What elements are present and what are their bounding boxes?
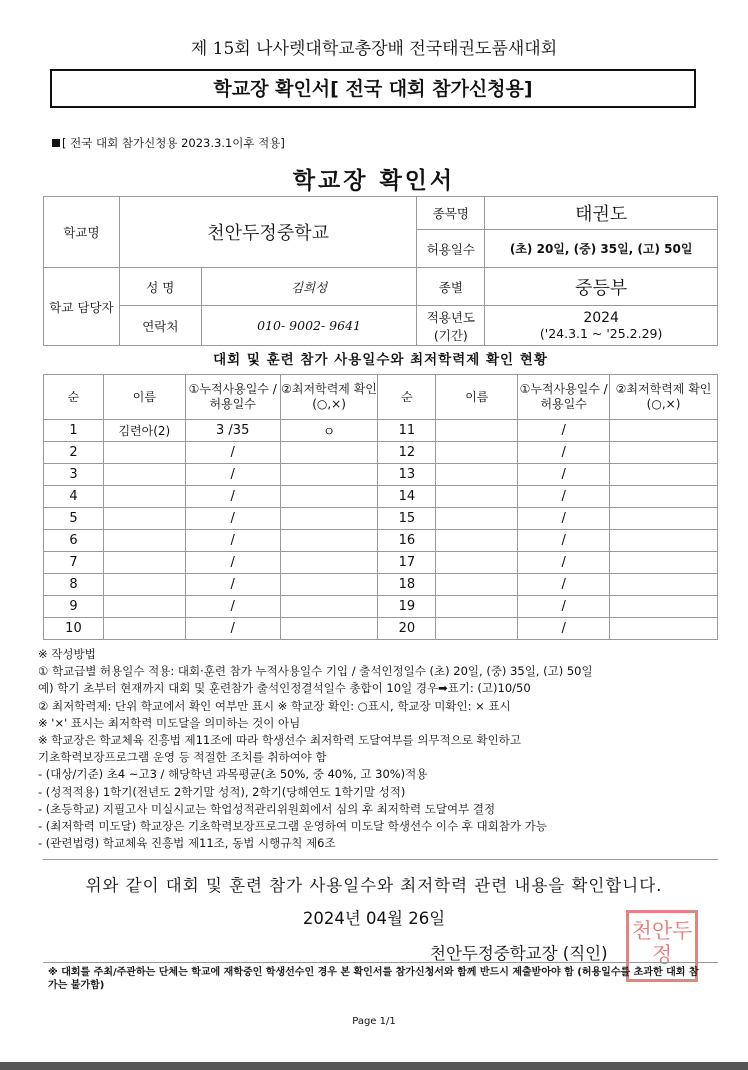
page-number: Page 1/1	[352, 1016, 396, 1027]
cell-check: ㅇ	[280, 420, 378, 442]
cell-no: 20	[378, 618, 436, 640]
cell-name	[103, 486, 185, 508]
cell-check	[610, 508, 718, 530]
cell-no: 9	[44, 596, 104, 618]
cell-no: 18	[378, 574, 436, 596]
cell-check	[610, 442, 718, 464]
cell-days: /	[185, 530, 280, 552]
scan-edge	[0, 1062, 748, 1070]
contact-value: 010- 9002- 9641	[201, 306, 417, 346]
cell-name	[103, 508, 185, 530]
event-title: 제 15회 나사렛대학교총장배 전국태권도품새대회	[190, 39, 558, 59]
note-line: 예) 학기 초부터 현재까지 대회 및 훈련참가 출석인정결석일수 총합이 10일 경우➡표기: (고)10/50	[38, 681, 531, 696]
cell-name	[103, 596, 185, 618]
cell-no: 2	[44, 442, 104, 464]
cell-check	[610, 618, 718, 640]
cell-days: /	[518, 618, 610, 640]
cell-no: 15	[378, 508, 436, 530]
cell-no: 16	[378, 530, 436, 552]
cell-name	[103, 530, 185, 552]
year-value: 2024	[583, 310, 619, 326]
cell-no: 8	[44, 574, 104, 596]
signer-name: 천안두정중학교장	[430, 944, 558, 963]
cell-days: /	[185, 552, 280, 574]
signer-seal: (직인)	[562, 944, 608, 963]
cell-days: /	[518, 574, 610, 596]
cell-days: /	[518, 464, 610, 486]
divider	[43, 859, 718, 860]
cell-name	[436, 464, 518, 486]
cell-days: 3 /35	[185, 420, 280, 442]
divider	[43, 962, 718, 963]
school-name: 천안두정중학교	[119, 197, 417, 268]
cell-check	[610, 552, 718, 574]
confirm-date: 2024년 04월 26일	[302, 909, 446, 928]
table-row	[44, 486, 718, 508]
table-row	[44, 574, 718, 596]
note-line: ※ 작성방법	[38, 647, 96, 661]
cell-check	[280, 464, 378, 486]
col-name-right: 이름	[436, 375, 518, 420]
cell-name	[103, 442, 185, 464]
sub-note	[52, 135, 285, 151]
cell-no: 7	[44, 552, 104, 574]
note-line: ② 최저학력제: 단위 학교에서 확인 여부만 표시 ※ 학교장 확인: ○표시, 학교장 미확인: × 표시	[38, 698, 511, 713]
cell-name	[103, 574, 185, 596]
cell-check	[610, 596, 718, 618]
cell-no: 19	[378, 596, 436, 618]
period-value: ('24.3.1 ~ '25.2.29)	[539, 326, 663, 341]
note-line: ※ '×' 표시는 최저학력 미도달을 의미하는 것이 아님	[38, 715, 301, 730]
cell-days: /	[185, 508, 280, 530]
cell-no: 14	[378, 486, 436, 508]
cell-check	[610, 574, 718, 596]
cell-check	[280, 552, 378, 574]
cell-check	[280, 574, 378, 596]
cell-check	[280, 530, 378, 552]
cell-name: 김련아(2)	[103, 420, 185, 442]
cell-days: /	[185, 442, 280, 464]
info-table	[43, 196, 718, 346]
cell-name	[436, 420, 518, 442]
cell-days: /	[185, 574, 280, 596]
cell-check	[280, 508, 378, 530]
cell-no: 17	[378, 552, 436, 574]
note-line: - (관련법령) 학교체육 진흥법 제11조, 동법 시행규칙 제6조	[38, 836, 336, 851]
table-row	[44, 530, 718, 552]
cell-name	[436, 618, 518, 640]
cell-name	[436, 442, 518, 464]
note-line: 기초학력보장프로그램 운영 등 적절한 조치를 취하여야 함	[38, 750, 327, 765]
cell-name	[103, 618, 185, 640]
cell-no: 12	[378, 442, 436, 464]
cell-name	[436, 508, 518, 530]
note-line: - (성적적용) 1학기(전년도 2학기말 성적), 2학기(당해연도 1학기말 성적)	[38, 784, 406, 799]
col-no-left: 순	[44, 375, 104, 420]
col-days-right: ①누적사용일수 /허용일수	[518, 375, 610, 420]
manager-name: 김희성	[201, 268, 417, 306]
manager-label: 학교 담당자	[44, 268, 120, 346]
square-bullet-icon	[52, 139, 60, 147]
cell-no: 11	[378, 420, 436, 442]
table-row	[44, 552, 718, 574]
division-value: 중등부	[485, 268, 718, 306]
cell-check	[610, 530, 718, 552]
table-row	[44, 596, 718, 618]
cell-no: 5	[44, 508, 104, 530]
cell-name	[436, 530, 518, 552]
cell-check	[280, 618, 378, 640]
year-label: 적용년도 (기간)	[417, 306, 485, 346]
days-label: 허용일수	[417, 230, 485, 268]
table-row	[44, 464, 718, 486]
col-check-left: ②최저학력제 확인(○,×)	[280, 375, 378, 420]
cell-no: 3	[44, 464, 104, 486]
days-value: (초) 20일, (중) 35일, (고) 50일	[485, 230, 718, 268]
cell-check	[610, 486, 718, 508]
col-days-left: ①누적사용일수 /허용일수	[185, 375, 280, 420]
cell-name	[436, 596, 518, 618]
cell-name	[436, 486, 518, 508]
table-row	[44, 420, 718, 442]
cell-days: /	[185, 464, 280, 486]
form-title-box: 학교장 확인서[ 전국 대회 참가신청용]	[50, 69, 696, 108]
cell-check	[280, 486, 378, 508]
table-row	[44, 442, 718, 464]
col-check-right: ②최저학력제 확인(○,×)	[610, 375, 718, 420]
name-label: 성 명	[119, 268, 201, 306]
note-line: - (초등학교) 지필고사 미실시교는 학업성적관리위원회에서 심의 후 최저학력 도달여부 결정	[38, 801, 496, 816]
cell-no: 6	[44, 530, 104, 552]
school-label: 학교명	[44, 197, 120, 268]
note-line: - (최저학력 미도달) 학교장은 기초학력보장프로그램 운영하여 미도달 학생선수 이수 후 대회참가 가능	[38, 819, 547, 834]
table-row	[44, 618, 718, 640]
year-cell	[485, 306, 718, 346]
signer	[430, 940, 608, 964]
official-seal-stamp: 천안두정	[626, 910, 698, 982]
cell-name	[436, 552, 518, 574]
cell-name	[103, 552, 185, 574]
cell-days: /	[518, 442, 610, 464]
cell-no: 1	[44, 420, 104, 442]
cell-days: /	[518, 420, 610, 442]
cell-days: /	[185, 596, 280, 618]
roster-table	[43, 374, 718, 640]
cell-no: 13	[378, 464, 436, 486]
cell-check	[280, 442, 378, 464]
cell-days: /	[518, 508, 610, 530]
contact-label: 연락처	[119, 306, 201, 346]
event-value: 태권도	[485, 197, 718, 230]
col-name-left: 이름	[103, 375, 185, 420]
note-line: ① 학교급별 허용일수 적용: 대회·훈련 참가 누적사용일수 기입 / 출석인정일수 (초) 20일, (중) 35일, (고) 50일	[38, 664, 593, 679]
cell-days: /	[518, 486, 610, 508]
cell-no: 4	[44, 486, 104, 508]
cell-check	[280, 596, 378, 618]
cell-check	[610, 420, 718, 442]
section-title: 대회 및 훈련 참가 사용일수와 최저학력제 확인 현황	[213, 352, 548, 368]
cell-days: /	[518, 596, 610, 618]
cell-no: 10	[44, 618, 104, 640]
sub-note-text: [ 전국 대회 참가신청용 2023.3.1이후 적용]	[62, 136, 285, 150]
division-label: 종별	[417, 268, 485, 306]
document-title: 학교장 확인서	[292, 168, 456, 194]
note-line: - (대상/기준) 초4 ~고3 / 해당학년 과목평균(초 50%, 중 40%, 고 30%)적용	[38, 767, 428, 782]
table-row	[44, 508, 718, 530]
cell-check	[610, 464, 718, 486]
cell-name	[436, 574, 518, 596]
confirm-statement: 위와 같이 대회 및 훈련 참가 사용일수와 최저학력 관련 내용을 확인합니다.	[85, 876, 663, 895]
cell-days: /	[185, 486, 280, 508]
instructions	[38, 646, 728, 852]
note-line: ※ 학교장은 학교체육 진흥법 제11조에 따라 학생선수 최저학력 도달여부를 의무적으로 확인하고	[38, 733, 521, 748]
cell-days: /	[518, 530, 610, 552]
event-label: 종목명	[417, 197, 485, 230]
cell-days: /	[518, 552, 610, 574]
footnote: ※ 대회를 주최/주관하는 단체는 학교에 재학중인 학생선수인 경우 본 확인서를 참가신청서와 함께 반드시 제출받아야 함 (허용일수를 초과한 대회 참가는 불가함)	[48, 967, 699, 991]
col-no-right: 순	[378, 375, 436, 420]
cell-name	[103, 464, 185, 486]
cell-days: /	[185, 618, 280, 640]
